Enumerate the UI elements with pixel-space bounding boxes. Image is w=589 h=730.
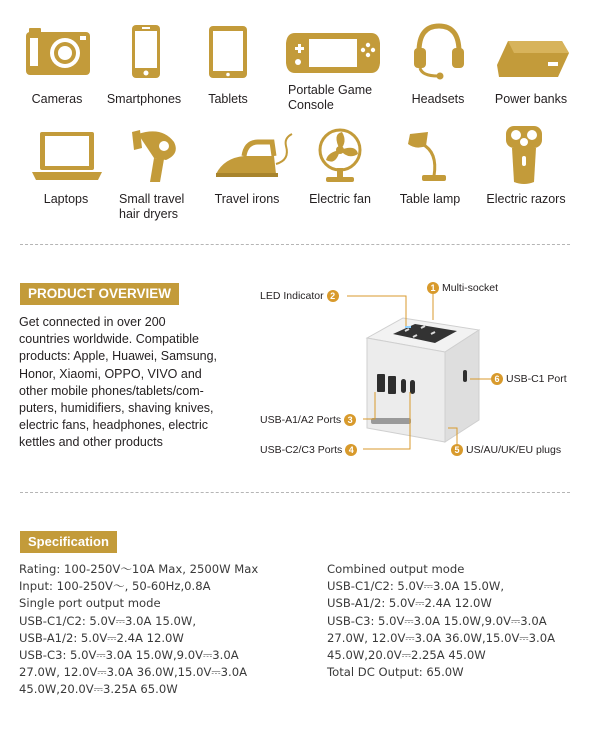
device-label-electric-fan: Electric fan (309, 192, 371, 206)
spec-line: Combined output mode (327, 562, 465, 576)
spec-line: USB-A1/2: 5.0V⎓2.4A 12.0W (19, 630, 184, 645)
callout-label: Multi-socket (442, 282, 499, 294)
spec-combined-column (327, 561, 555, 681)
device-label-laptops: Laptops (43, 192, 89, 206)
callout-label: USB-A1/A2 Ports (260, 414, 342, 426)
overview-line: other mobile phones/tablets/com- (19, 383, 204, 398)
overview-line: puters, humidifiers, shaving knives, (19, 401, 214, 416)
device-label-hair-dryers: Small travel hair dryers (119, 192, 185, 221)
callout-number: 4 (345, 444, 357, 456)
device-label-headsets: Headsets (411, 92, 465, 106)
spec-line: USB-C3: 5.0V⎓3.0A 15.0W,9.0V⎓3.0A (327, 613, 547, 628)
callout-number: 3 (344, 414, 356, 426)
spec-line: USB-C1/C2: 5.0V⎓3.0A 15.0W, (19, 613, 197, 628)
callout-label: USB-C2/C3 Ports (260, 444, 343, 456)
spec-line: USB-A1/2: 5.0V⎓2.4A 12.0W (327, 596, 492, 611)
overview-line: countries worldwide. Compatible (19, 332, 199, 347)
overview-line: products: Apple, Huawei, Samsung, (19, 349, 218, 364)
spec-line: 45.0W,20.0V⎓2.25A 45.0W (327, 647, 486, 662)
spec-single-port-column (19, 561, 258, 699)
device-label-cameras: Cameras (31, 92, 83, 106)
overview-line: electric fans, headphones, electric (19, 418, 208, 433)
device-label-game-console: Portable Game Console (288, 83, 373, 112)
callout-label: US/AU/UK/EU plugs (466, 444, 562, 456)
device-label-tablets: Tablets (208, 92, 248, 106)
product-overview-heading: PRODUCT OVERVIEW (20, 283, 179, 305)
section-divider-2 (20, 492, 570, 493)
spec-line: USB-C1/C2: 5.0V⎓3.0A 15.0W, (327, 579, 505, 594)
device-label-smartphones: Smartphones (106, 92, 182, 106)
callout-number: 6 (491, 373, 503, 385)
callout-label: USB-C1 Port (506, 373, 567, 385)
spec-line: Single port output mode (19, 596, 161, 611)
callout-number: 1 (427, 282, 439, 294)
device-label-power-banks: Power banks (494, 92, 568, 106)
spec-line: 27.0W, 12.0V⎓3.0A 36.0W,15.0V⎓3.0A (19, 665, 248, 680)
specification-heading: Specification (20, 531, 117, 553)
device-label-travel-irons: Travel irons (214, 192, 280, 206)
overview-line: Honor, Xiaomi, OPPO, VIVO and (19, 366, 202, 381)
spec-line: Rating: 100-250V～10A Max, 2500W Max (19, 562, 259, 576)
spec-line: USB-C3: 5.0V⎓3.0A 15.0W,9.0V⎓3.0A (19, 647, 239, 662)
spec-line: 45.0W,20.0V⎓3.25A 65.0W (19, 682, 178, 697)
overview-line: Get connected in over 200 (19, 315, 166, 329)
spec-line: 27.0W, 12.0V⎓3.0A 36.0W,15.0V⎓3.0A (327, 630, 556, 645)
callout-label: LED Indicator (260, 290, 324, 302)
device-label-table-lamp: Table lamp (399, 192, 461, 206)
device-label-electric-razors: Electric razors (486, 192, 566, 206)
spec-line: Total DC Output: 65.0W (327, 665, 464, 680)
callout-number: 2 (327, 290, 339, 302)
overview-line: kettles and other products (19, 435, 163, 450)
spec-line: Input: 100-250V～, 50-60Hz,0.8A (19, 579, 211, 594)
callout-number: 5 (451, 444, 463, 456)
